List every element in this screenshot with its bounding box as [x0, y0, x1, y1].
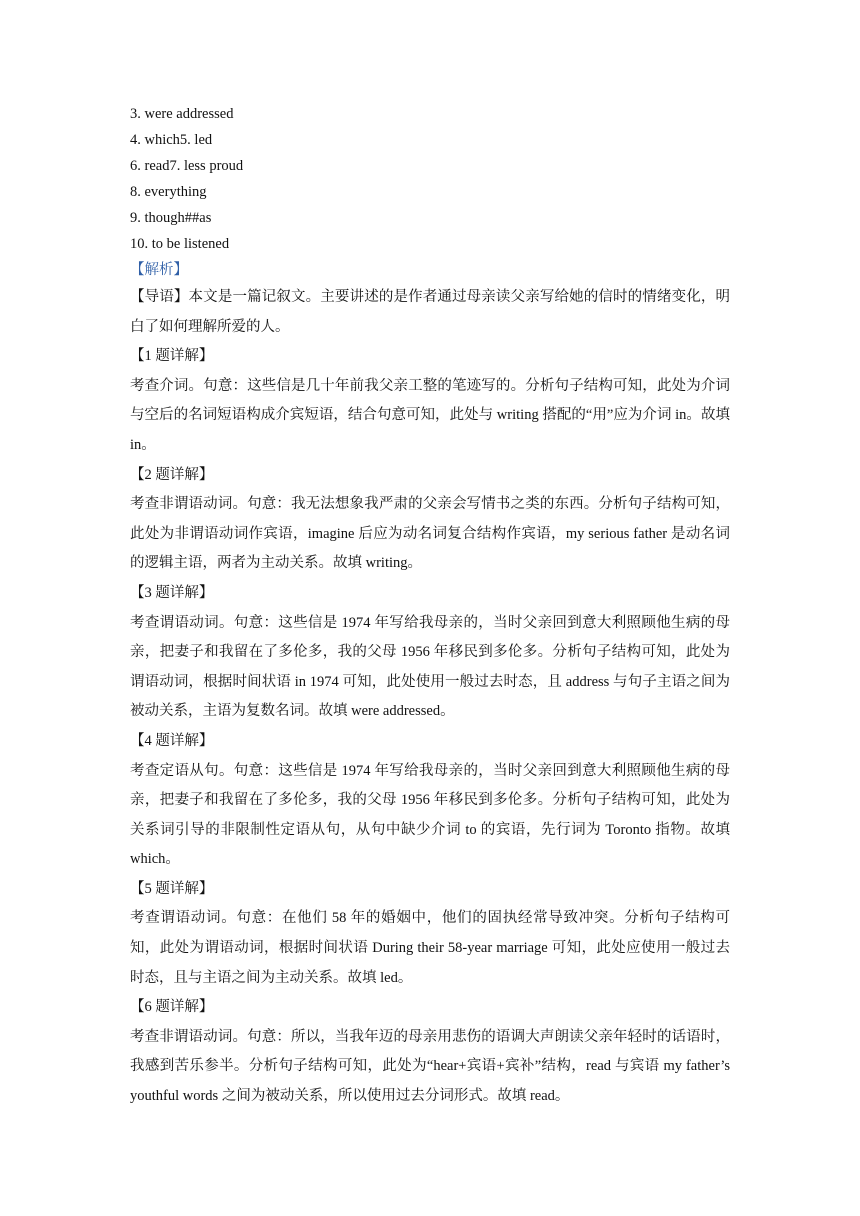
answer-line: 3. were addressed	[130, 106, 234, 122]
intro-paragraph: 【导语】本文是一篇记叙文。主要讲述的是作者通过母亲读父亲写给她的信时的情绪变化，明白了如何理解所爱的人。	[130, 289, 730, 335]
analysis-label: 【解析】	[130, 262, 188, 278]
answer-list	[130, 101, 730, 257]
answer-line: 8. everything	[130, 184, 207, 200]
answer-line: 6. read7. less proud	[130, 158, 244, 174]
item-heading: 【4 题详解】	[130, 732, 214, 749]
item-explanation: 考查定语从句。句意：这些信是 1974 年写给我母亲的，当时父亲回到意大利照顾他生病的母亲，把妻子和我留在了多伦多，我的父母 1956 年移民到多伦多。分析句子结构可知，此处为关系词引导的非限制性定语从句，从句中缺少介词 to 的宾语，先行词为 Toronto 指物。故填 which。	[130, 762, 730, 868]
item-heading: 【5 题详解】	[130, 880, 214, 897]
item-heading: 【1 题详解】	[130, 348, 214, 365]
item-explanation: 考查非谓语动词。句意：我无法想象我严肃的父亲会写情书之类的东西。分析句子结构可知，此处为非谓语动词作宾语，imagine 后应为动名词复合结构作宾语，my serious father 是动名词的逻辑主语，两者为主动关系。故填 writing。	[130, 496, 730, 572]
answer-line: 10. to be listened	[130, 236, 230, 252]
item-explanation: 考查非谓语动词。句意：所以，当我年迈的母亲用悲伤的语调大声朗读父亲年轻时的话语时，我感到苦乐参半。分析句子结构可知，此处为“hear+宾语+宾补”结构，read 与宾语 my father’s youthful words 之间为被动关系，所以使用过去分词形式。故填 read。	[130, 1028, 730, 1105]
answer-line: 4. which5. led	[130, 132, 213, 148]
item-heading: 【3 题详解】	[130, 584, 214, 601]
answer-line: 9. though##as	[130, 210, 212, 226]
item-explanation: 考查谓语动词。句意：这些信是 1974 年写给我母亲的，当时父亲回到意大利照顾他生病的母亲，把妻子和我留在了多伦多，我的父母 1956 年移民到多伦多。分析句子结构可知，此处为谓语动词，根据时间状语 in 1974 可知，此处使用一般过去时态，且 address 与句子主语之间为被动关系，主语为复数名词。故填 were addressed。	[130, 614, 730, 720]
item-explanation: 考查谓语动词。句意：在他们 58 年的婚姻中，他们的固执经常导致冲突。分析句子结构可知，此处为谓语动词，根据时间状语 During their 58-year marriage 可知，此处应使用一般过去时态，且与主语之间为主动关系。故填 led。	[130, 910, 730, 986]
item-explanation: 考查介词。句意：这些信是几十年前我父亲工整的笔迹写的。分析句子结构可知，此处为介词与空后的名词短语构成介宾短语，结合句意可知，此处与 writing 搭配的“用”应为介词 in。故填 in。	[130, 377, 730, 453]
item-heading: 【2 题详解】	[130, 466, 214, 483]
item-heading: 【6 题详解】	[130, 999, 214, 1016]
answer-explanation-content	[130, 101, 730, 1112]
